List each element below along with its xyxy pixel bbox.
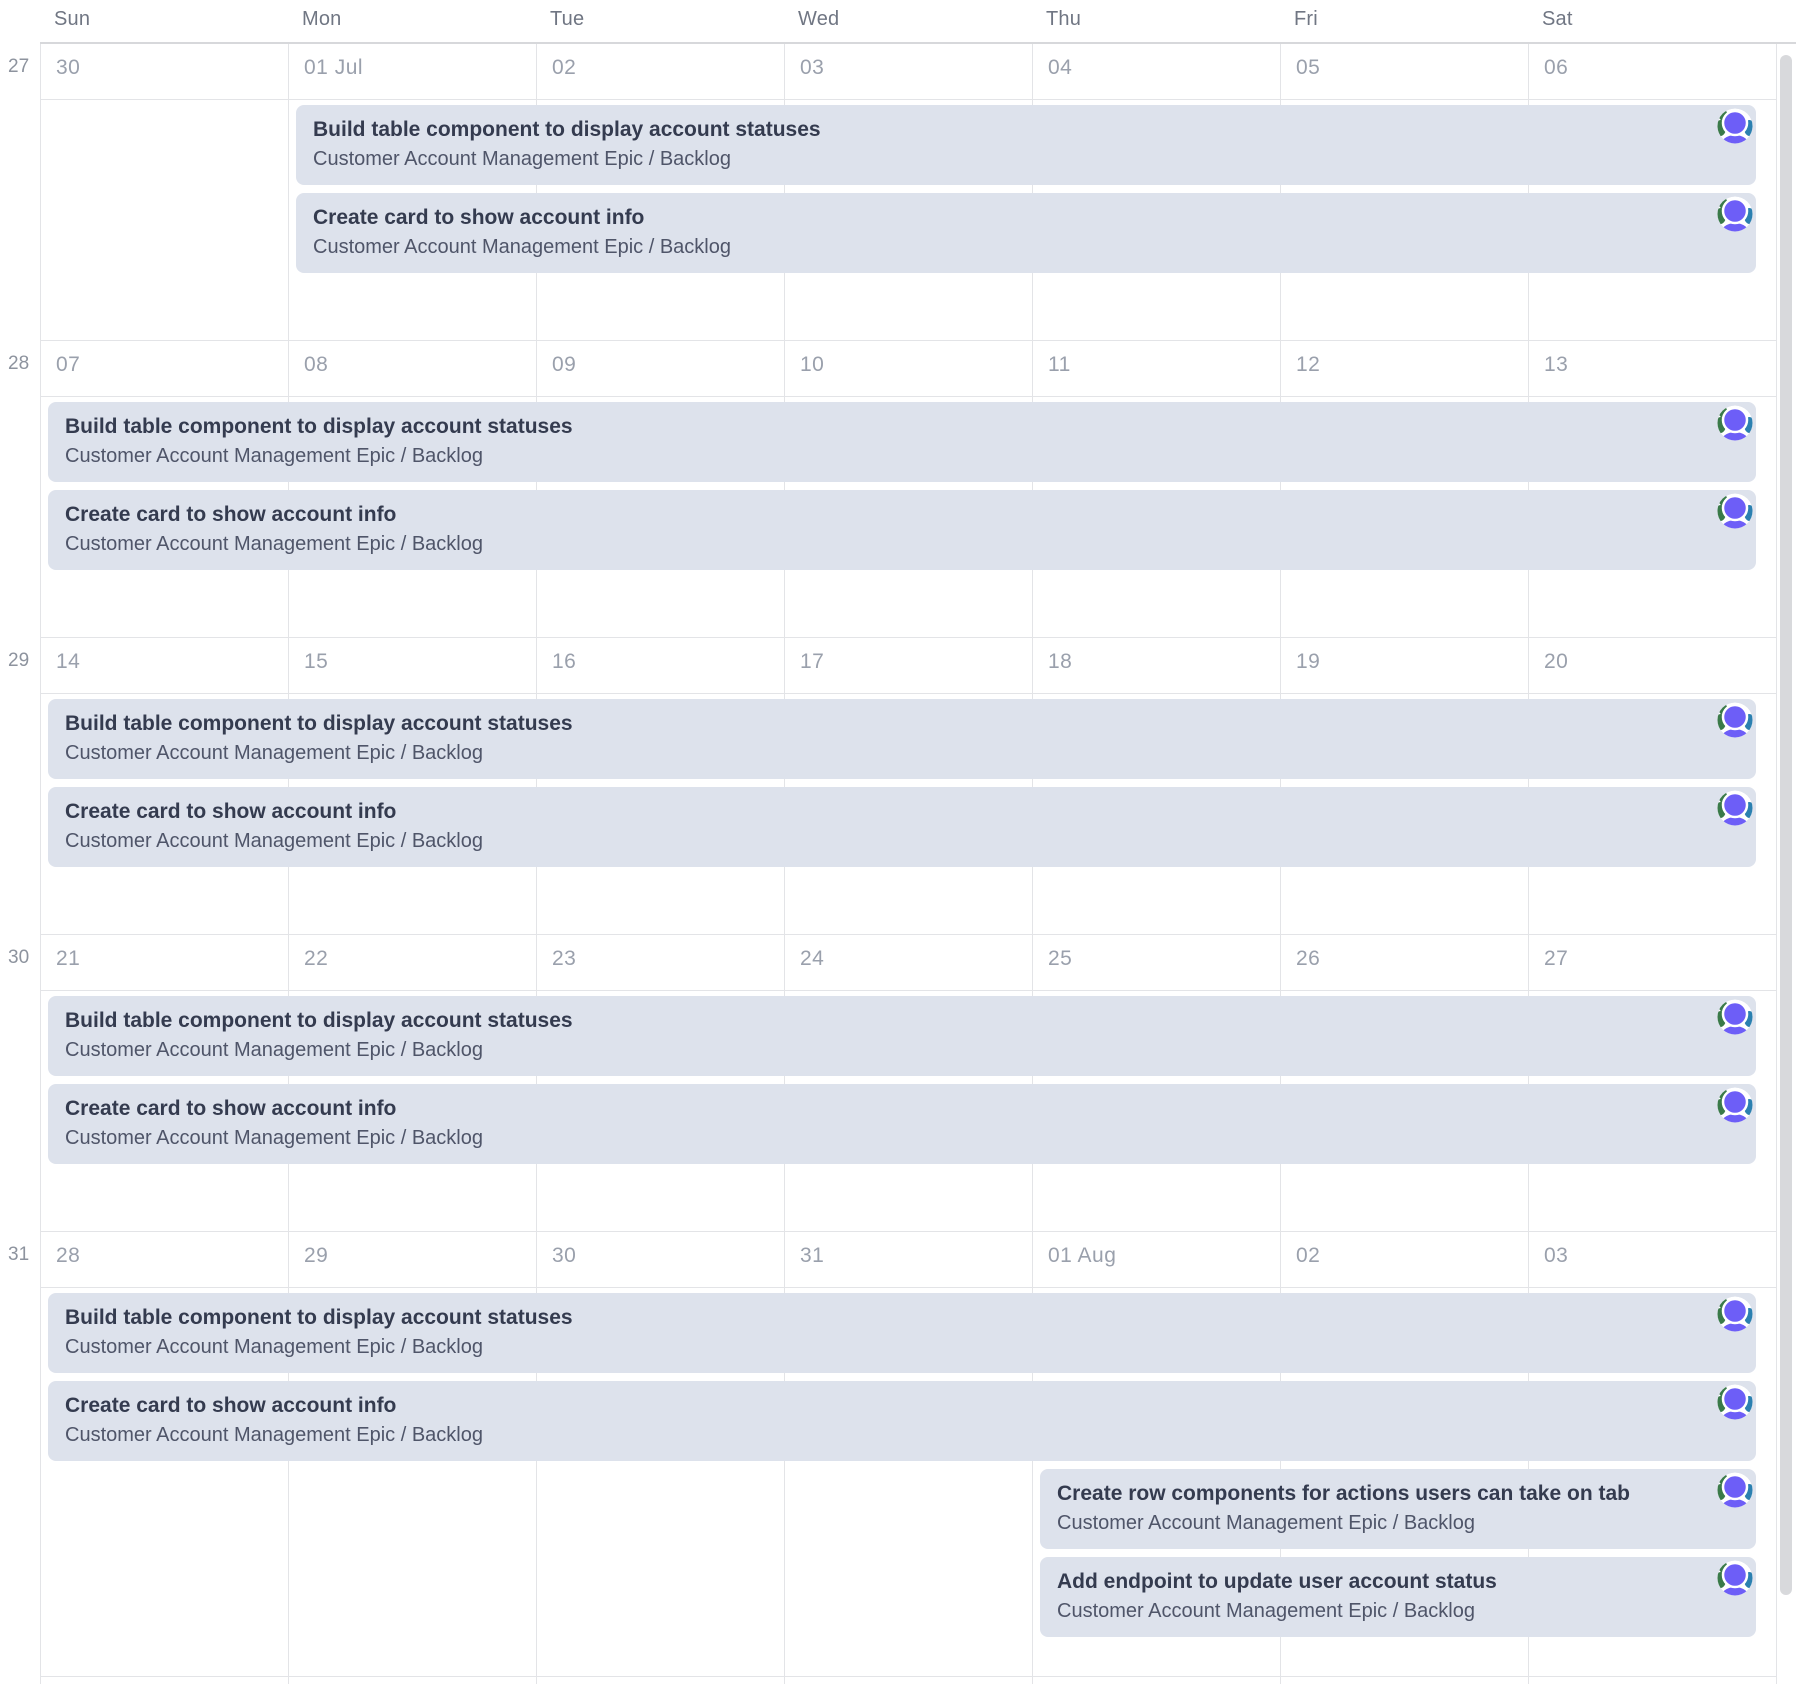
day-cell[interactable] bbox=[1033, 935, 1280, 1231]
date-label: 01 Jul bbox=[304, 56, 364, 79]
user-avatar-icon bbox=[1717, 999, 1753, 1035]
date-label: 02 bbox=[1296, 1244, 1321, 1267]
date-label: 01 Aug bbox=[1048, 1244, 1117, 1267]
day-cell[interactable] bbox=[1033, 638, 1280, 934]
day-cell[interactable] bbox=[785, 935, 1032, 1231]
day-cell[interactable] bbox=[537, 44, 784, 340]
date-label: 17 bbox=[800, 650, 825, 673]
date-label: 16 bbox=[552, 650, 577, 673]
event-bar[interactable] bbox=[48, 1381, 1756, 1461]
event-bar[interactable] bbox=[296, 193, 1756, 273]
date-label: 08 bbox=[304, 353, 329, 376]
date-label: 05 bbox=[1296, 56, 1321, 79]
user-avatar-icon bbox=[1717, 1472, 1753, 1508]
event-bar[interactable] bbox=[48, 996, 1756, 1076]
event-title: Build table component to display account statuses bbox=[65, 1009, 573, 1032]
date-label: 20 bbox=[1544, 650, 1569, 673]
event-bar[interactable] bbox=[1040, 1469, 1756, 1549]
day-header-fri: Fri bbox=[1294, 8, 1318, 30]
day-cell[interactable] bbox=[1529, 638, 1776, 934]
date-label: 28 bbox=[56, 1244, 81, 1267]
event-subtitle: Customer Account Management Epic / Backlog bbox=[65, 445, 483, 467]
day-header-mon: Mon bbox=[302, 8, 342, 30]
date-label: 30 bbox=[552, 1244, 577, 1267]
event-title: Create row components for actions users can take on tab bbox=[1057, 1482, 1630, 1505]
day-cell[interactable] bbox=[41, 341, 288, 637]
event-title: Create card to show account info bbox=[65, 503, 397, 526]
event-title: Create card to show account info bbox=[65, 800, 397, 823]
user-avatar-icon bbox=[1717, 1384, 1753, 1420]
date-label: 25 bbox=[1048, 947, 1073, 970]
date-label: 22 bbox=[304, 947, 329, 970]
event-subtitle: Customer Account Management Epic / Backlog bbox=[65, 533, 483, 555]
event-bar[interactable] bbox=[48, 1084, 1756, 1164]
event-title: Build table component to display account statuses bbox=[65, 712, 573, 735]
day-cell[interactable] bbox=[289, 935, 536, 1231]
user-avatar-icon bbox=[1717, 493, 1753, 529]
date-label: 04 bbox=[1048, 56, 1073, 79]
event-subtitle: Customer Account Management Epic / Backlog bbox=[65, 1127, 483, 1149]
day-cell[interactable] bbox=[41, 935, 288, 1231]
day-header-thu: Thu bbox=[1046, 8, 1082, 30]
date-label: 23 bbox=[552, 947, 577, 970]
event-subtitle: Customer Account Management Epic / Backlog bbox=[65, 1336, 483, 1358]
date-label: 10 bbox=[800, 353, 825, 376]
day-cell[interactable] bbox=[537, 638, 784, 934]
event-bar[interactable] bbox=[1040, 1557, 1756, 1637]
event-subtitle: Customer Account Management Epic / Backlog bbox=[1057, 1512, 1475, 1534]
day-cell[interactable] bbox=[1281, 341, 1528, 637]
event-bar[interactable] bbox=[296, 105, 1756, 185]
event-subtitle: Customer Account Management Epic / Backlog bbox=[65, 1039, 483, 1061]
day-cell[interactable] bbox=[289, 638, 536, 934]
date-label: 03 bbox=[1544, 1244, 1569, 1267]
event-title: Create card to show account info bbox=[313, 206, 645, 229]
date-label: 13 bbox=[1544, 353, 1569, 376]
week-number: 29 bbox=[8, 650, 30, 671]
event-title: Create card to show account info bbox=[65, 1097, 397, 1120]
day-header-wed: Wed bbox=[798, 8, 840, 30]
event-bar[interactable] bbox=[48, 402, 1756, 482]
event-bar[interactable] bbox=[48, 490, 1756, 570]
user-avatar-icon bbox=[1717, 405, 1753, 441]
date-label: 30 bbox=[56, 56, 81, 79]
date-label: 14 bbox=[56, 650, 81, 673]
day-cell[interactable] bbox=[785, 44, 1032, 340]
event-title: Build table component to display account statuses bbox=[65, 415, 573, 438]
date-label: 09 bbox=[552, 353, 577, 376]
date-label: 29 bbox=[304, 1244, 329, 1267]
event-subtitle: Customer Account Management Epic / Backlog bbox=[65, 742, 483, 764]
event-subtitle: Customer Account Management Epic / Backlog bbox=[313, 148, 731, 170]
week-number: 28 bbox=[8, 353, 30, 374]
event-title: Build table component to display account statuses bbox=[313, 118, 821, 141]
week-number: 30 bbox=[8, 947, 30, 968]
date-label: 31 bbox=[800, 1244, 825, 1267]
day-cell[interactable] bbox=[1033, 341, 1280, 637]
day-cell[interactable] bbox=[537, 341, 784, 637]
day-cell[interactable] bbox=[785, 341, 1032, 637]
date-label: 03 bbox=[800, 56, 825, 79]
event-title: Create card to show account info bbox=[65, 1394, 397, 1417]
event-subtitle: Customer Account Management Epic / Backlog bbox=[65, 1424, 483, 1446]
date-label: 24 bbox=[800, 947, 825, 970]
user-avatar-icon bbox=[1717, 1087, 1753, 1123]
day-header-tue: Tue bbox=[550, 8, 585, 30]
day-cell[interactable] bbox=[1281, 638, 1528, 934]
day-header-sun: Sun bbox=[54, 8, 91, 30]
day-cell[interactable] bbox=[1529, 935, 1776, 1231]
grid-column-line bbox=[1776, 43, 1777, 1684]
user-avatar-icon bbox=[1717, 196, 1753, 232]
day-cell[interactable] bbox=[537, 935, 784, 1231]
user-avatar-icon bbox=[1717, 1560, 1753, 1596]
week-row-separator bbox=[40, 1676, 1776, 1677]
date-label: 21 bbox=[56, 947, 81, 970]
event-bar[interactable] bbox=[48, 1293, 1756, 1373]
day-cell[interactable] bbox=[1033, 44, 1280, 340]
date-label: 19 bbox=[1296, 650, 1321, 673]
day-cell[interactable] bbox=[785, 638, 1032, 934]
date-label: 26 bbox=[1296, 947, 1321, 970]
day-cell[interactable] bbox=[289, 341, 536, 637]
date-label: 15 bbox=[304, 650, 329, 673]
date-label: 02 bbox=[552, 56, 577, 79]
user-avatar-icon bbox=[1717, 702, 1753, 738]
day-cell[interactable] bbox=[1281, 935, 1528, 1231]
event-subtitle: Customer Account Management Epic / Backlog bbox=[1057, 1600, 1475, 1622]
date-label: 06 bbox=[1544, 56, 1569, 79]
date-label: 07 bbox=[56, 353, 81, 376]
date-label: 27 bbox=[1544, 947, 1569, 970]
date-label: 18 bbox=[1048, 650, 1073, 673]
vertical-scrollbar-thumb[interactable] bbox=[1780, 55, 1792, 1595]
user-avatar-icon bbox=[1717, 108, 1753, 144]
day-cell[interactable] bbox=[1529, 44, 1776, 340]
date-label: 11 bbox=[1048, 353, 1071, 376]
user-avatar-icon bbox=[1717, 790, 1753, 826]
event-title: Add endpoint to update user account status bbox=[1057, 1570, 1497, 1593]
week-number: 27 bbox=[8, 56, 30, 77]
user-avatar-icon bbox=[1717, 1296, 1753, 1332]
day-cell[interactable] bbox=[41, 638, 288, 934]
event-bar[interactable] bbox=[48, 699, 1756, 779]
event-title: Build table component to display account statuses bbox=[65, 1306, 573, 1329]
day-cell[interactable] bbox=[1281, 44, 1528, 340]
event-subtitle: Customer Account Management Epic / Backlog bbox=[65, 830, 483, 852]
event-bar[interactable] bbox=[48, 787, 1756, 867]
date-label: 12 bbox=[1296, 353, 1321, 376]
week-number: 31 bbox=[8, 1244, 30, 1265]
day-header-sat: Sat bbox=[1542, 8, 1573, 30]
day-cell[interactable] bbox=[1529, 341, 1776, 637]
day-cell[interactable] bbox=[289, 44, 536, 340]
day-cell[interactable] bbox=[41, 44, 288, 340]
event-subtitle: Customer Account Management Epic / Backlog bbox=[313, 236, 731, 258]
